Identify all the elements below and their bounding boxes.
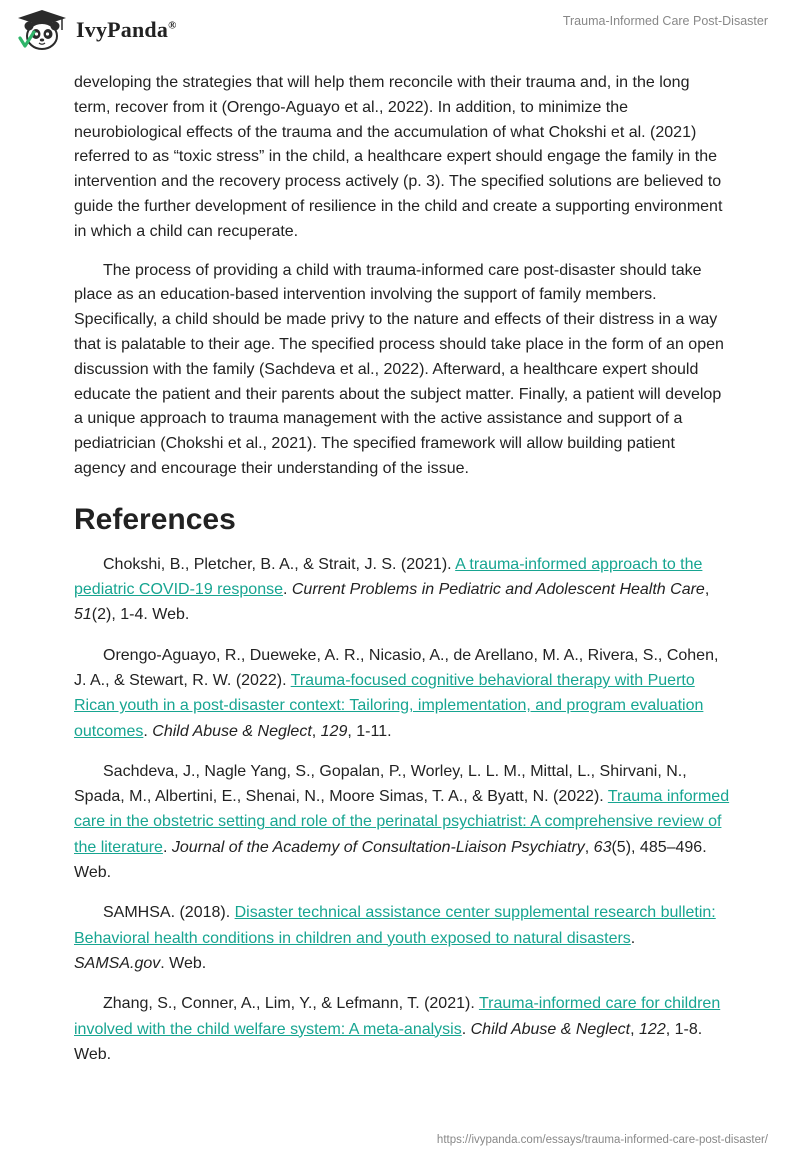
references-heading: References [74,502,236,536]
document-title: Trauma-Informed Care Post-Disaster [562,14,768,28]
reference-link[interactable]: Disaster technical assistance center supplemental research bulletin: Behavioral health conditions in children and youth exposed to natural disasters [74,904,716,947]
reference-link[interactable]: Trauma-informed care for children involved with the child welfare system: A meta-analysis [74,995,721,1038]
brand-logo[interactable] [14,8,177,52]
source-url[interactable]: https://ivypanda.com/essays/trauma-informed-care-post-disaster/ [436,1134,768,1146]
reference-entry: Orengo-Aguayo, R., Dueweke, A. R., Nicasio, A., de Arellano, M. A., Rivera, S., Cohen, J. A., & Stewart, R. W. (2022). Trauma-focused cognitive behavioral therapy with Puerto Rican youth in a post-disaster context: Tailoring, implementation, and program evaluation outcomes. Child Abuse & Neglect, 129, 1-11. [74,646,719,740]
body-paragraph: developing the strategies that will help them reconcile with their trauma and, in the long term, recover from it (Orengo-Aguayo et al., 2022). In addition, to minimize the neurobiological effects of the trauma and the accumulation of what Chokshi et al. (2021) referred to as “toxic stress” in the child, a healthcare expert should engage the family in the intervention and the recovery process actively (p. 3). The specified solutions are believed to guide the further development of resilience in the child and create a supporting environment in which a child can recuperate. [74,74,723,240]
reference-link[interactable]: Trauma-focused cognitive behavioral therapy with Puerto Rican youth in a post-disaster context: Tailoring, implementation, and program evaluation outcomes [74,671,704,740]
reference-entry: Zhang, S., Conner, A., Lim, Y., & Lefmann, T. (2021). Trauma-informed care for children involved with the child welfare system: A meta-analysis. Child Abuse & Neglect, 122, 1-8. Web. [74,995,721,1063]
reference-entry: SAMHSA. (2018). Disaster technical assistance center supplemental research bulletin: Behavioral health conditions in children and youth exposed to natural disasters. SAMSA.gov. Web. [74,904,716,972]
reference-entry: Chokshi, B., Pletcher, B. A., & Strait, J. S. (2021). A trauma-informed approach to the pediatric COVID-19 response. Current Problems in Pediatric and Adolescent Health Care, 51(2), 1-4. Web. [74,555,710,624]
essay-content [74,71,730,1082]
body-paragraph: The process of providing a child with trauma-informed care post-disaster should take place as an education-based intervention involving the support of family members. Specifically, a child should be made privy to the nature and effects of their distress in a way that is palatable to their age. The specified process should take place in the form of an open discussion with the family (Sachdeva et al., 2022). Afterward, a healthcare expert should educate the patient and their parents about the subject matter. Finally, a patient will develop a unique approach to trauma management with the active assistance and support of a pediatrician (Chokshi et al., 2021). The specified framework will allow building patient agency and encourage their understanding of the issue. [74,261,724,477]
reference-link[interactable]: A trauma-informed approach to the pediatric COVID-19 response [74,555,703,599]
page-header [0,0,800,70]
panda-graduate-icon [14,8,70,52]
reference-entry: Sachdeva, J., Nagle Yang, S., Gopalan, P., Worley, L. L. M., Mittal, L., Shirvani, N., Spada, M., Albertini, E., Shenai, N., Moore Simas, T. A., & Byatt, N. (2022). Trauma informed care in the obstetric setting and role of the perinatal psychiatrist: A comprehensive review of the literature. Journal of the Academy of Consultation-Liaison Psychiatry, 63(5), 485–496. Web. [74,762,730,882]
brand-name: IvyPanda® [76,17,177,42]
reference-link[interactable]: Trauma informed care in the obstetric setting and role of the perinatal psychiatrist: A comprehensive review of the literature [74,788,730,856]
